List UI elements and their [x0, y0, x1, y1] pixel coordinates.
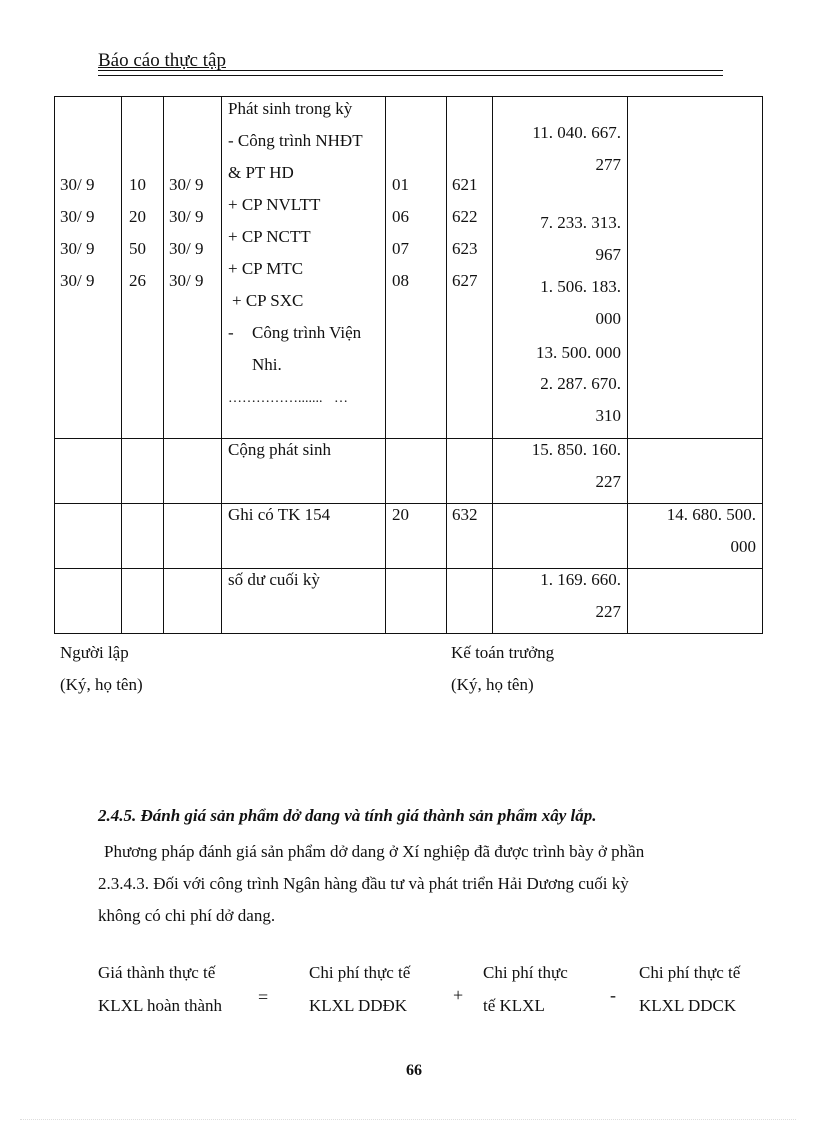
paragraph-line: Phương pháp đánh giá sản phẩm dở dang ở Xí nghiệp đã được trình bày ở phần [104, 842, 645, 861]
description-line: + CP MTC [228, 259, 304, 278]
chief-accountant-title: Kế toán trưởng [451, 643, 555, 662]
table-column-line [385, 96, 386, 634]
voucher-number: 20 [129, 207, 146, 226]
account-number: 622 [452, 207, 478, 226]
page-bottom-divider [20, 1119, 796, 1120]
account-number: 621 [452, 175, 478, 194]
formula-term-cost: Giá thành thực tế [98, 963, 216, 982]
formula-term-actual: tế KLXL [483, 996, 545, 1015]
closing-debit-line: 1. 169. 660. [540, 570, 621, 589]
description-line: Phát sinh trong kỳ [228, 99, 353, 118]
header-divider [98, 70, 723, 76]
voucher-date: 30/ 9 [169, 271, 204, 290]
entry-date: 30/ 9 [60, 175, 95, 194]
entry-date: 30/ 9 [60, 207, 95, 226]
account-number: 623 [452, 239, 478, 258]
paragraph-line: 2.3.4.3. Đối với công trình Ngân hàng đầu tư và phát triển Hải Dương cuối kỳ [98, 874, 629, 893]
entry-code: 08 [392, 271, 409, 290]
table-column-line [121, 96, 122, 634]
preparer-note: (Ký, họ tên) [60, 675, 143, 694]
ledger-table [54, 96, 763, 634]
description-line: Nhi. [252, 355, 282, 374]
formula-term-actual: Chi phí thực [483, 963, 568, 982]
table-border-bottom [54, 633, 763, 634]
formula-term-cost: KLXL hoàn thành [98, 996, 223, 1015]
page-number: 66 [406, 1062, 422, 1079]
entry-code: 07 [392, 239, 409, 258]
formula-term-closing: Chi phí thực tế [639, 963, 741, 982]
description-line: - [228, 323, 234, 342]
table-divider [54, 438, 763, 439]
credit-amount-line: 000 [730, 537, 756, 556]
table-border-right [762, 96, 763, 634]
credit-description: Ghi có TK 154 [228, 505, 331, 524]
debit-amount-line: 11. 040. 667. [532, 123, 621, 142]
total-debit-line: 15. 850. 160. [531, 440, 621, 459]
table-column-line [163, 96, 164, 634]
closing-debit-line: 227 [595, 602, 621, 621]
equals-sign: = [258, 987, 269, 1007]
minus-sign: - [610, 985, 616, 1005]
entry-code: 01 [392, 175, 409, 194]
entry-code: 06 [392, 207, 409, 226]
plus-sign: + [453, 985, 464, 1005]
debit-amount-line: 277 [595, 155, 621, 174]
description-line: + CP NVLTT [228, 195, 321, 214]
credit-account: 632 [452, 505, 478, 524]
voucher-number: 26 [129, 271, 146, 290]
debit-amount-line: 967 [595, 245, 621, 264]
voucher-number: 50 [129, 239, 146, 258]
description-line: - Công trình NHĐT [228, 131, 363, 150]
debit-amount-line: 2. 287. 670. [540, 374, 621, 393]
voucher-date: 30/ 9 [169, 239, 204, 258]
paragraph-line: không có chi phí dở dang. [98, 906, 276, 925]
debit-amount-line: 310 [595, 406, 621, 425]
closing-description: số dư cuối kỳ [228, 570, 320, 589]
total-description: Cộng phát sinh [228, 440, 331, 459]
formula-term-opening: KLXL DDĐK [309, 996, 408, 1015]
total-debit-line: 227 [595, 472, 621, 491]
debit-amount-line: 000 [595, 309, 621, 328]
table-column-line [492, 96, 493, 634]
description-line: ……………....... [228, 391, 323, 406]
report-header-title: Báo cáo thực tập [98, 50, 226, 71]
table-column-line [221, 96, 222, 634]
table-column-line [446, 96, 447, 634]
voucher-date: 30/ 9 [169, 207, 204, 226]
section-heading: 2.4.5. Đánh giá sản phẩm dở dang và tính giá thành sản phẩm xây lắp. [98, 806, 597, 825]
debit-amount-line: 13. 500. 000 [536, 343, 621, 362]
chief-accountant-note: (Ký, họ tên) [451, 675, 534, 694]
formula-term-opening: Chi phí thực tế [309, 963, 411, 982]
entry-date: 30/ 9 [60, 271, 95, 290]
description-line: Công trình Viện [252, 323, 362, 342]
voucher-number: 10 [129, 175, 146, 194]
preparer-title: Người lập [60, 643, 129, 662]
credit-amount-line: 14. 680. 500. [666, 505, 756, 524]
table-border-top [54, 96, 763, 97]
voucher-date: 30/ 9 [169, 175, 204, 194]
table-column-line [627, 96, 628, 634]
formula-term-closing: KLXL DDCK [639, 996, 737, 1015]
credit-code: 20 [392, 505, 409, 524]
description-line: … [334, 391, 348, 406]
debit-amount-line: 1. 506. 183. [540, 277, 621, 296]
entry-date: 30/ 9 [60, 239, 95, 258]
description-line: + CP SXC [232, 291, 304, 310]
description-line: + CP NCTT [228, 227, 311, 246]
table-divider [54, 568, 763, 569]
account-number: 627 [452, 271, 478, 290]
table-column-line [54, 96, 55, 634]
debit-amount-line: 7. 233. 313. [540, 213, 621, 232]
description-line: & PT HD [228, 163, 294, 182]
